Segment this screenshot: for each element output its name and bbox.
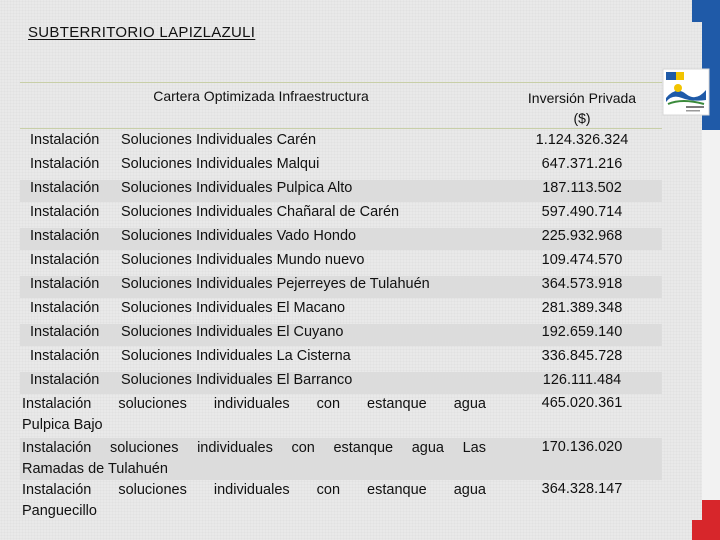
row-project: Soluciones Individuales El Macano — [121, 300, 346, 316]
table-row — [20, 394, 662, 436]
row-type: Instalación — [30, 132, 100, 148]
row-amount: 187.113.502 — [542, 180, 622, 196]
row-amount: 465.020.361 — [541, 395, 623, 411]
row-amount: 364.328.147 — [541, 481, 623, 497]
page-title: SUBTERRITORIO LAPIZLAZULI — [28, 24, 256, 41]
row-project: Soluciones Individuales Mundo nuevo — [121, 252, 365, 268]
table-row — [20, 348, 662, 370]
row-type: Instalación — [30, 324, 100, 340]
row-project: Soluciones Individuales Chañaral de Carén — [121, 204, 400, 220]
table-row — [20, 180, 662, 202]
row-type: Instalación — [30, 228, 100, 244]
table-row — [20, 204, 662, 226]
region-logo-icon — [662, 68, 710, 116]
row-type: Instalación — [30, 252, 100, 268]
row-amount: 364.573.918 — [541, 276, 623, 292]
table-row — [20, 438, 662, 480]
table-row — [20, 252, 662, 274]
row-project-multiline: Instalación soluciones individuales con estanque agua Panguecillo — [22, 482, 486, 519]
row-amount: 225.932.968 — [541, 228, 623, 244]
row-type: Instalación — [30, 300, 100, 316]
header-portfolio: Cartera Optimizada Infraestructura — [153, 88, 369, 104]
row-amount: 109.474.570 — [541, 252, 623, 268]
row-project: Soluciones Individuales Pejerreyes de Tulahuén — [121, 276, 430, 292]
row-project: Soluciones Individuales Vado Hondo — [121, 228, 357, 244]
row-type: Instalación — [30, 348, 100, 364]
row-amount: 281.389.348 — [541, 300, 623, 316]
row-project: Soluciones Individuales El Barranco — [121, 372, 353, 388]
row-type: Instalación — [30, 276, 100, 292]
row-amount: 336.845.728 — [541, 348, 623, 364]
table-row — [20, 132, 662, 154]
row-type: Instalación — [30, 156, 100, 172]
row-amount: 597.490.714 — [541, 204, 623, 220]
row-project: Soluciones Individuales Pulpica Alto — [121, 180, 353, 196]
corner-decoration-bottom — [692, 520, 702, 540]
table-row — [20, 300, 662, 322]
table-row — [20, 372, 662, 394]
header-investment: Inversión Privada ($) — [527, 90, 637, 126]
table-row — [20, 324, 662, 346]
table-row — [20, 156, 662, 178]
row-project: Soluciones Individuales La Cisterna — [121, 348, 351, 364]
table-row — [20, 276, 662, 298]
row-amount: 126.111.484 — [542, 372, 622, 388]
table-row — [20, 480, 662, 522]
row-amount: 170.136.020 — [541, 439, 623, 455]
row-project: Soluciones Individuales El Cuyano — [121, 324, 344, 340]
row-type: Instalación — [30, 204, 100, 220]
row-amount: 647.371.216 — [541, 156, 623, 172]
row-project-multiline: Instalación soluciones individuales con estanque agua Pulpica Bajo — [22, 396, 486, 433]
row-project-multiline: Instalación soluciones individuales con estanque agua Las Ramadas de Tulahuén — [22, 440, 486, 477]
row-type: Instalación — [30, 372, 100, 388]
corner-decoration-top — [692, 0, 702, 22]
row-amount: 1.124.326.324 — [535, 132, 629, 148]
row-type: Instalación — [30, 180, 100, 196]
row-amount: 192.659.140 — [541, 324, 623, 340]
row-project: Soluciones Individuales Carén — [121, 132, 317, 148]
row-project: Soluciones Individuales Malqui — [121, 156, 320, 172]
table-row — [20, 228, 662, 250]
